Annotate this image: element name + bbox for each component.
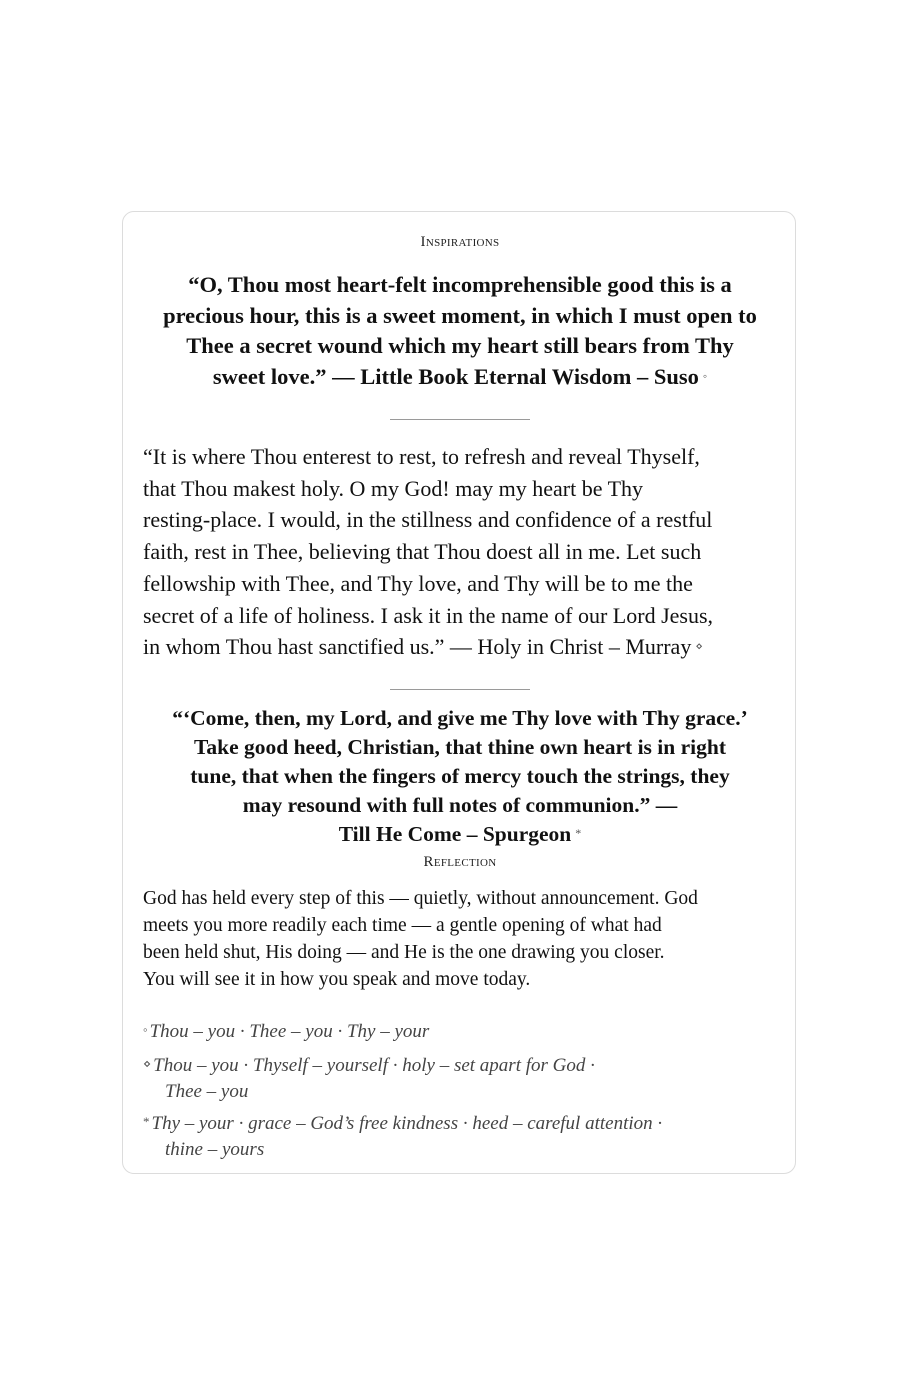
devotional-card — [122, 211, 796, 1174]
glossary-marker: * — [143, 1114, 150, 1129]
quote-line: precious hour, this is a sweet moment, in which I must open to — [163, 302, 757, 328]
quote-murray — [143, 441, 793, 667]
reflection-heading: Reflection — [423, 854, 497, 870]
glossary-continuation: thine – yours — [165, 1139, 265, 1160]
glossary-marker: ◦ — [143, 1022, 148, 1037]
glossary-entry — [143, 1053, 783, 1104]
reflection-line: been held shut, His doing — and He is the one drawing you closer. — [143, 942, 665, 963]
quote-line: that Thou makest holy. O my God! may my heart be Thy — [143, 475, 644, 501]
section-divider — [390, 419, 530, 420]
quote-line: may resound with full notes of communion.” — — [242, 793, 678, 817]
glossary-entry — [143, 1019, 783, 1045]
inspirations-heading: Inspirations — [420, 234, 500, 250]
glossary-entry — [143, 1111, 783, 1162]
quote-line: tune, that when the fingers of mercy touch the strings, they — [190, 764, 730, 788]
reflection-line: God has held every step of this — quietly, without announcement. God — [143, 888, 698, 909]
glossary-continuation: Thee – you — [165, 1081, 249, 1102]
note-marker: ◦ — [702, 368, 708, 383]
quote-spurgeon — [137, 704, 783, 852]
quote-line: “‘Come, then, my Lord, and give me Thy love with Thy grace.’ — [172, 706, 748, 730]
quote-line — [143, 631, 793, 667]
quote-line: Take good heed, Christian, that thine own heart is in right — [194, 735, 726, 759]
quote-line: “O, Thou most heart-felt incomprehensible good this is a — [188, 272, 732, 297]
quote-line: “It is where Thou enterest to rest, to refresh and reveal Thyself, — [143, 444, 700, 469]
quote-line: fellowship with Thee, and Thy love, and Thy will be to me the — [143, 570, 693, 596]
quote-line — [139, 362, 781, 396]
quote-attribution: in whom Thou hast sanctified us.” — Holy in Christ – Murray — [143, 634, 692, 660]
reflection-line: You will see it in how you speak and move today. — [143, 969, 531, 990]
quote-suso — [139, 270, 781, 395]
glossary-text: Thou – you · Thee – you · Thy – your — [149, 1021, 430, 1042]
note-marker: ⋄ — [695, 639, 703, 654]
quote-attribution: Till He Come – Spurgeon — [338, 822, 572, 846]
quote-line: faith, rest in Thee, believing that Thou doest all in me. Let such — [143, 539, 702, 565]
quote-line: Thee a secret wound which my heart still bears from Thy — [186, 333, 734, 358]
quote-line — [137, 820, 783, 852]
reflection-text — [143, 885, 783, 993]
section-divider — [390, 689, 530, 690]
glossary-text: Thou – you · Thyself – yourself · holy – set apart for God · — [153, 1055, 595, 1076]
glossary-marker: ⋄ — [143, 1056, 152, 1071]
glossary-text: Thy – your · grace – God’s free kindness · heed – careful attention · — [151, 1113, 663, 1134]
reflection-line: meets you more readily each time — a gentle opening of what had — [143, 915, 662, 936]
quote-line: resting-place. I would, in the stillness and confidence of a restful — [143, 507, 713, 533]
quote-line: secret of a life of holiness. I ask it in the name of our Lord Jesus, — [143, 602, 714, 628]
note-marker: * — [575, 826, 582, 840]
quote-attribution: sweet love.” — Little Book Eternal Wisdom – Suso — [212, 363, 699, 389]
